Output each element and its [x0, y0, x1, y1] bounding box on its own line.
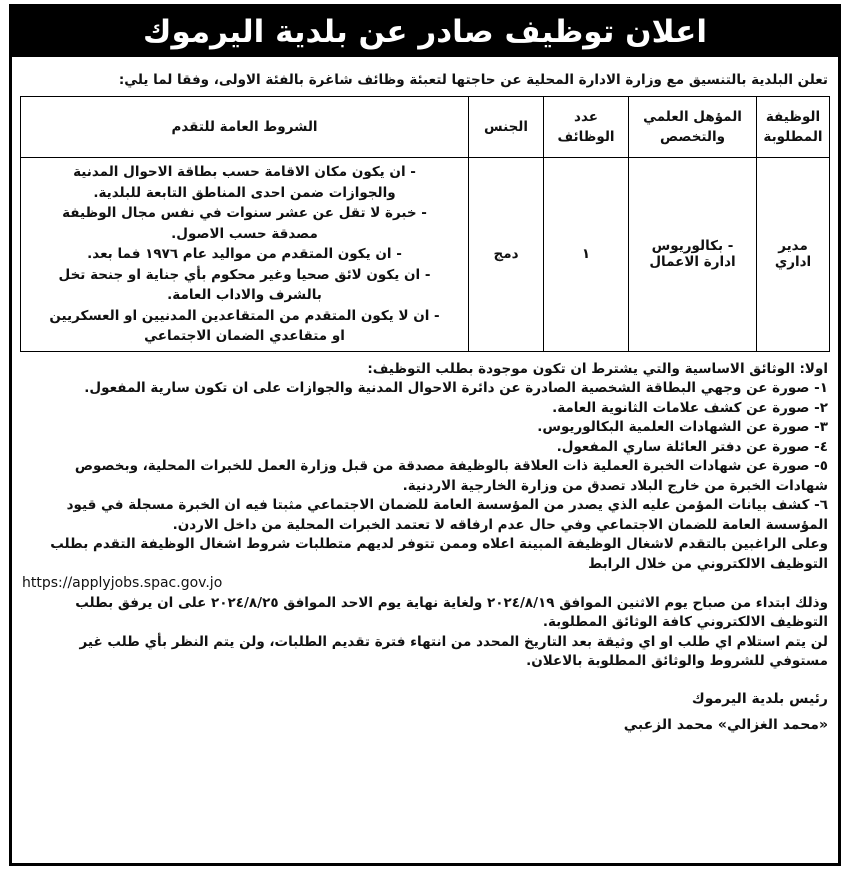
job-announcement [9, 4, 841, 866]
jobs-table [20, 96, 830, 352]
cell-conditions [21, 158, 469, 352]
header-count-line1: عدد [574, 109, 598, 125]
condition-line: والجوازات ضمن احدى المناطق التابعة للبلدية. [93, 184, 396, 201]
document-item: ٥- صورة عن شهادات الخبرة العملية ذات العلاقة بالوظيفة مصدقة من قبل وزارة العمل للخبرات المحلية، وبخصوص شهادات الخبرة من خارج البلاد تصدق من وزارة الخارجية الاردنية. [74, 458, 828, 494]
header-gender: الجنس [469, 97, 544, 158]
cell-job [757, 158, 830, 352]
header-job-line1: الوظيفة [765, 109, 821, 125]
document-item: ٦- كشف بيانات المؤمن عليه الذي يصدر من المؤسسة العامة للضمان الاجتماعي مثبتا فيه ان الخبرة مسجلة في قيود المؤسسة العامة للضمان الاجتماعي وفي حال عدم ارفاقه لا تعتمد الخبرات المحلية من داخل الاردن. [66, 497, 828, 533]
closing-note: لن يتم استلام اي طلب او اي وثيقة بعد التاريخ المحدد من انتهاء فترة تقديم الطلبات، ولن يتم النظر بأي طلب غير مستوفي للشروط والوثائق المطلوبة بالاعلان. [79, 633, 828, 669]
header-qual-line1: المؤهل العلمي [643, 109, 742, 125]
header-qual-line2: والتخصص [659, 129, 726, 145]
cell-qual-line2: ادارة الاعمال [649, 254, 736, 271]
condition-line: - ان يكون لائق صحيا وغير محكوم بأي جناية او جنحة تخل [58, 266, 431, 283]
application-link[interactable]: https://applyjobs.spac.gov.jo [22, 575, 223, 591]
header-count [544, 97, 629, 158]
dates-note: وذلك ابتداء من صباح يوم الاثنين الموافق ٢٠٢٤/٨/١٩ ولغاية نهاية يوم الاحد الموافق ٢٠٢٤/٨/٢٥ على ان يرفق بطلب التوظيف الالكتروني كافة الوثائق المطلوبة. [75, 594, 828, 630]
header-conditions: الشروط العامة للتقدم [21, 97, 469, 158]
application-note: وعلى الراغبين بالتقدم لاشغال الوظيفة المبينة اعلاه وممن تتوفر لديهم متطلبات شروط اشغال الوظيفة التقدم بطلب التوظيف الالكتروني من خلال الرابط [50, 536, 828, 572]
intro-text: تعلن البلدية بالتنسيق مع وزارة الادارة المحلية عن حاجتها لتعبئة وظائف شاغرة بالفئة الاولى، وفقا لما يلي: [118, 72, 828, 88]
announcement-body [12, 352, 838, 672]
condition-line: مصدقة حسب الاصول. [171, 225, 318, 242]
table-row [21, 158, 830, 352]
document-item: ٤- صورة عن دفتر العائلة ساري المفعول. [556, 438, 828, 455]
condition-line: بالشرف والاداب العامة. [167, 287, 322, 303]
header-count-line2: الوظائف [557, 129, 615, 145]
document-item: ٣- صورة عن الشهادات العلمية البكالوريوس. [537, 419, 828, 435]
header-job-line2: المطلوبة [763, 129, 823, 145]
documents-heading: اولا: الوثائق الاساسية والتي يشترط ان تكون موجودة بطلب التوظيف: [367, 360, 828, 377]
signature-block [12, 672, 838, 738]
cell-count: ١ [544, 158, 629, 352]
document-item: ٢- صورة عن كشف علامات الثانوية العامة. [552, 399, 828, 416]
table-header-row [21, 97, 830, 158]
signature-name: «محمد الغزالي» محمد الزعبي [623, 716, 828, 733]
header-job [757, 97, 830, 158]
cell-job-line2: اداري [774, 254, 812, 271]
header-qualification [629, 97, 757, 158]
cell-job-line1: مدير [778, 238, 808, 255]
condition-line: او متقاعدي الضمان الاجتماعي [144, 328, 345, 344]
condition-line: - ان يكون المتقدم من مواليد عام ١٩٧٦ فما بعد. [87, 246, 402, 262]
document-item: ١- صورة عن وجهي البطاقة الشخصية الصادرة عن دائرة الاحوال المدنية والجوازات على ان تكون سارية المفعول. [84, 380, 828, 396]
condition-line: - ان يكون مكان الاقامة حسب بطاقة الاحوال المدنية [73, 164, 416, 180]
announcement-title: اعلان توظيف صادر عن بلدية اليرموك [12, 7, 838, 57]
cell-qual-line1: - بكالوريوس [651, 238, 734, 255]
cell-qualification [629, 158, 757, 352]
condition-line: - ان لا يكون المتقدم من المتقاعدين المدنيين او العسكريين [49, 307, 440, 324]
condition-line: - خبرة لا تقل عن عشر سنوات في نفس مجال الوظيفة [62, 205, 427, 221]
signature-title: رئيس بلدية اليرموك [691, 690, 828, 707]
cell-gender: دمج [469, 158, 544, 352]
